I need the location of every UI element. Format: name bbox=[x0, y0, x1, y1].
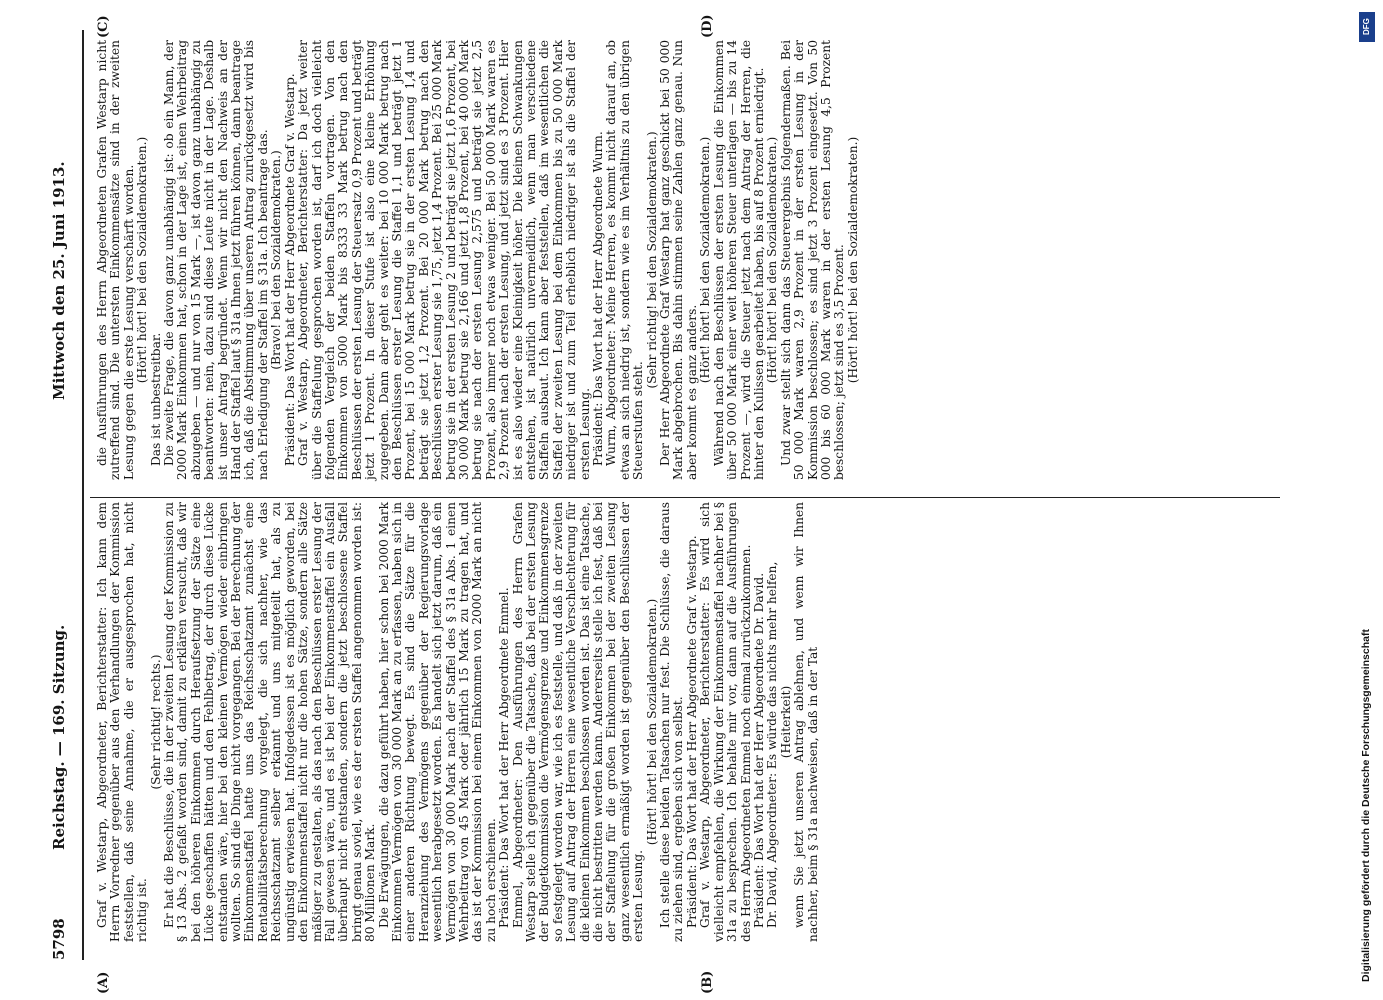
digitization-credit-strip bbox=[1359, 12, 1377, 987]
paragraph: (Hört! hört! bei den Sozialdemokraten.) bbox=[698, 136, 713, 384]
paragraph: Präsident: Das Wort hat der Herr Abgeordnete Wurm. bbox=[591, 131, 606, 466]
digitization-credit: Digitalisierung gefördert durch die Deutsche Forschungsgemeinschaft bbox=[1360, 629, 1372, 982]
paragraph: Präsident: Das Wort hat der Herr Abgeordnete Emmel. bbox=[497, 587, 512, 928]
paragraph: Präsident: Das Wort hat der Herr Abgeordnete Dr. David. bbox=[751, 572, 766, 928]
paragraph: (Heiterkeit) bbox=[778, 685, 793, 759]
header-date: Mittwoch den 25. Juni 1913. bbox=[50, 161, 68, 400]
margin-marker-a: (A) bbox=[96, 971, 111, 994]
page-header bbox=[50, 40, 74, 960]
paragraph: (Bravo! bei den Sozialdemokraten.) bbox=[269, 150, 284, 370]
paragraph: Ich stelle diese beiden Tatsachen nur fest. Die Schlüsse, die daraus zu ziehen sind, ergeben sich von selbst. bbox=[658, 502, 686, 942]
paragraph: Graf v. Westarp, Abgeordneter, Berichterstatter: Es wird sich vielleicht empfehlen, die Wirkung der Einkommenstaffel nachher bei § 31a zu besprechen. Ich behalte mir vor, dann auf die Ausführungen des Herrn Abgeordneten Emmel noch einmal zurückzukommen. bbox=[698, 502, 753, 942]
paragraph: Graf v. Westarp, Abgeordneter, Berichterstatter: Ich kann dem Herrn Vorredner gegenüber aus den Verhandlungen der Kommission feststellen, daß seine Annahme, die er ausgesprochen hat, nicht richtig ist. bbox=[95, 502, 150, 942]
paragraph: Das ist unbestreitbar. bbox=[148, 332, 163, 466]
paragraph: Der Herr Abgeordnete Graf Westarp hat ganz geschickt bei 50 000 Mark abgebrochen. Bis dahin stimmen seine Zahlen ganz genau. Nun aber kommt es ganz anders. bbox=[658, 40, 699, 480]
paragraph: Während nach den Beschlüssen der ersten Lesung die Einkommen über 50 000 Mark einer weit höheren Steuer unterlagen — bis zu 14 Prozent —, wird die Steuer jetzt nach dem Antrag der Herren, die hinter den Kulissen gearbeitet haben, bis auf 8 Prozent erniedrigt. bbox=[711, 40, 766, 480]
paragraph: Graf v. Westarp, Abgeordneter, Berichterstatter: Da jetzt weiter über die Staffelung gesprochen worden ist, darf ich doch vielleicht folgenden Vergleich der beiden Staffeln vortragen. Von den Einkommen von 5000 Mark bis 8333 33 Mark betrug nach den Beschlüssen der ersten Lesung der Steuersatz 0,9 Prozent und beträgt jetzt 1 Prozent. In dieser Stufe ist also eine kleine Erhöhung zugegeben. Dann aber geht es weiter: bei 10 000 Mark betrug nach den Beschlüssen erster Lesung die Staffel 1,1 und beträgt jetzt 1 Prozent, bei 15 000 Mark betrug sie in der ersten Lesung 1,4 und beträgt sie jetzt 1,2 Prozent. Bei 20 000 Mark betrug nach den Beschlüssen erster Lesung sie 1,75, jetzt 1,4 Prozent. Bei 25 000 Mark betrug sie in der ersten Lesung 2 und beträgt sie jetzt 1,6 Prozent, bei 30 000 Mark betrug sie 2,166 und jetzt 1,8 Prozent, bei 40 000 Mark betrug sie nach der ersten Lesung 2,575 und beträgt sie jetzt 2,5 Prozent, also immer noch etwas weniger. Bei 50 000 Mark waren es 2,9 Prozent nach der ersten Lesung, und jetzt sind es 3 Prozent. Hier ist es also wieder eine Kleinigkeit höher. Die kleinen Schwankungen entstehen, ist natürlich unvermeidlich, wenn man verschiedene Staffeln ausbaut. Ich kann aber feststellen, daß im wesentlichen die Staffel der zweiten Lesung bei dem Einkommen bis zu 50 000 Mark niedriger ist und zum Teil erheblich niedriger ist als die Staffel der ersten Lesung. bbox=[296, 40, 592, 480]
paragraph: Präsident: Das Wort hat der Herr Abgeordnete Graf v. Westarp. bbox=[684, 535, 699, 928]
right-text-column bbox=[96, 40, 860, 480]
paragraph: (Hört! hört! bei den Sozialdemokraten.) bbox=[135, 136, 150, 384]
paragraph: Er hat die Beschlüsse, die in der zweiten Lesung der Kommission zu § 13 Abs. 2 gefaßt worden sind, damit zu erklären versucht, daß wir bei den höheren Einkommen durch Heraufsetzung der Sätze eine Lücke geschaffen hätten und den Fehlbetrag, der durch diese Lücke entstanden wäre, hier bei den kleinen Vermögen wieder einbringen wollten. So sind die Dinge nicht vorgegangen. Bei der Berechnung der Einkommenstaffel hatte uns das Reichsschatzamt zunächst eine Rentabilitätsberechnung vorgelegt, die sich nachher, wie das Reichsschatzamt selber erkannt und uns mitgeteilt hat, als zu ungünstig erwiesen hat. Infolgedessen ist es möglich geworden, bei den Einkommenstaffel nicht nur die hohen Sätze, sondern alle Sätze mäßiger zu gestalten, als das nach den Beschlüssen erster Lesung der Fall gewesen wäre, und es ist bei der Einkommenstaffel ein Ausfall überhaupt nicht entstanden, sondern die jetzt beschlossene Staffel bringt genau soviel, wie es der ersten Staffel angenommen worden ist: 80 Millionen Mark. bbox=[162, 502, 378, 942]
margin-marker-b: (B) bbox=[700, 970, 715, 994]
paragraph: (Hört! hört! bei den Sozialdemokraten.) bbox=[845, 136, 860, 384]
paragraph: Die Erwägungen, die dazu geführt haben, hier schon bei 2000 Mark Einkommen Vermögen von 30 000 Mark an zu erfassen, haben sich in einer anderen Richtung bewegt. Es sind die Sätze für die Heranziehung des Vermögens gegenüber der Regierungsvorlage wesentlich herabgesetzt worden. Es handelt sich jetzt darum, daß ein Vermögen von 30 000 Mark nach der Staffel des § 31a Abs. 1 einen Wehrbeitrag von 45 Mark oder jährlich 15 Mark zu tragen hat, und das ist der Kommission bei einem Einkommen von 2000 Mark an nicht zu hoch erschienen. bbox=[376, 502, 498, 942]
dfg-logo: DFG bbox=[1359, 12, 1375, 42]
paragraph: (Sehr richtig! rechts.) bbox=[148, 654, 163, 790]
paragraph: die Ausführungen des Herrn Abgeordneten Grafen Westarp nicht zutreffend sind. Die untersten Einkommensätze sind in der zweiten Lesung gegen die erste Lesung verschärft worden. bbox=[95, 40, 136, 480]
paragraph: Und zwar stellt sich dann das Steuerergebnis folgendermaßen. Bei 50 000 Mark waren 2,9 Prozent in der ersten Lesung in der Kommission beschlossen; es sind jetzt 3 Prozent eingesetzt. Von 50 000 bis 60 000 Mark waren in der ersten Lesung 4,5 Prozent beschlossen; jetzt sind es 3,5 Prozent. bbox=[778, 40, 847, 480]
page-number: 5798 bbox=[50, 918, 68, 960]
paragraph: Präsident: Das Wort hat der Herr Abgeordnete Graf v. Westarp. bbox=[282, 73, 297, 466]
column-divider bbox=[90, 497, 1280, 498]
paragraph: Dr. David, Abgeordneter: Es würde das nichts mehr helfen, bbox=[765, 561, 780, 928]
paragraph: (Hört! hört! bei den Sozialdemokraten.) bbox=[765, 136, 780, 384]
paragraph: Wurm, Abgeordneter: Meine Herren, es kommt nicht darauf an, ob etwas an sich niedrig ist, sondern wie es im Verhältnis zu den übrigen Steuerstufen steht. bbox=[604, 40, 646, 480]
paragraph: wenn Sie jetzt unseren Antrag ablehnen, und wenn wir Ihnen nachher, beim § 31a nachweisen, daß in der Tat bbox=[792, 502, 820, 942]
left-text-column bbox=[96, 502, 820, 942]
margin-marker-d: (D) bbox=[700, 14, 715, 38]
paragraph: (Sehr richtig! bei den Sozialdemokraten.) bbox=[644, 131, 659, 389]
paragraph: Die zweite Frage, die davon ganz unabhängig ist: ob ein Mann, der 2000 Mark Einkommen hat, schon in der Lage ist, einen Wehrbeitrag abzugeben — und nur von 15 Mark —, ist davon ganz unabhängig zu beantworten: nein, dazu sind diese Leute nicht in der Lage. Deshalb ist unser Antrag begründet. Wenn wir nicht den Nachweis an der Hand der Staffel laut § 31a Ihnen jetzt führen können, dann beantrage ich, daß die Abstimmung über unseren Antrag zurückgesetzt wird bis nach Erledigung der Staffel im § 31a. Ich beantrage das. bbox=[162, 40, 270, 480]
header-title: Reichstag. — 169. Sitzung. bbox=[50, 624, 68, 850]
margin-marker-c: (C) bbox=[96, 15, 111, 38]
paragraph: Emmel, Abgeordneter: Den Ausführungen des Herrn Grafen Westarp stelle ich gegenüber die Tatsache, daß bei der ersten Lesung der Budgetkommission die Vermögensgrenze und Einkommensgrenze so festgelegt worden war, wie ich es feststelle, und daß in der zweiten Lesung auf Antrag der Herren eine wesentliche Verschlechterung für die kleinen Einkommen beschlossen worden ist. Das ist eine Tatsache, die nicht bestritten werden kann. Andererseits stelle ich fest, daß bei der Staffelung für die großen Einkommen bei der zweiten Lesung ganz wesentlich ermäßigt worden ist gegenüber den Beschlüssen der ersten Lesung. bbox=[510, 502, 646, 942]
paragraph: (Hört! hört! bei den Sozialdemokraten.) bbox=[644, 598, 659, 846]
header-rule bbox=[82, 30, 84, 960]
